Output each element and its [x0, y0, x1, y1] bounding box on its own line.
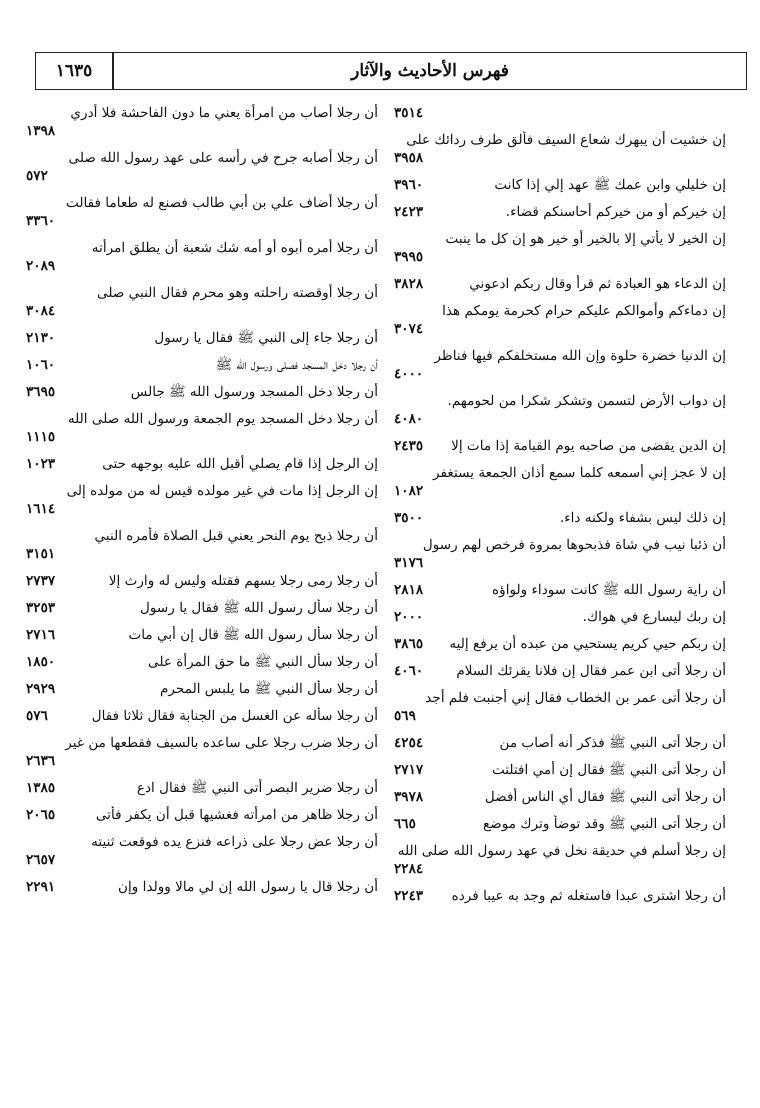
entry-number: ٢٢٤٣ — [394, 888, 424, 904]
index-entry — [26, 806, 378, 824]
entry-number — [394, 707, 726, 725]
entry-text: أن رجلا دخل المسجد يوم الجمعة ورسول الله صلى الله — [67, 411, 378, 427]
entry-text: إن دواب الأرض لتسمن وتشكر شكرا من لحومهم. — [447, 393, 726, 409]
entry-number-value: ٢٦٣٦ — [26, 753, 56, 769]
index-entry — [26, 149, 378, 185]
entry-number: ٣٥٠٠ — [394, 510, 424, 526]
entry-text: إن لا عجز إني أسمعه كلما سمع أذان الجمعة يستغفر — [433, 465, 726, 481]
entry-number — [26, 545, 378, 563]
index-entry — [26, 680, 378, 698]
index-entry — [394, 464, 726, 500]
index-entry — [394, 302, 726, 338]
entry-number-value: ٣٥١٤ — [394, 105, 424, 121]
entry-text: أن رجلا ضرب رجلا على ساعده بالسيف فقطعها من غير — [65, 735, 378, 751]
index-entry — [394, 230, 726, 266]
index-entry — [26, 356, 378, 374]
entry-number-value: ٥٧٢ — [26, 168, 48, 184]
index-entry — [394, 347, 726, 383]
entry-number-value: ٣٣٦٠ — [26, 213, 56, 229]
entry-number: ١٠٦٠ — [26, 357, 56, 373]
entry-number-value: ١١١٥ — [26, 429, 56, 445]
entry-text: إن الدعاء هو العبادة ثم قرأ وقال ربكم ادعوني — [469, 276, 726, 292]
entry-text: إن الرجل إذا مات في غير مولده قيس له من مولده إلى — [66, 483, 378, 499]
entry-text: أن رجلا أتى ابن عمر فقال إن فلانا يقرئك السلام — [456, 663, 726, 679]
entry-number — [394, 554, 726, 572]
index-entry — [394, 635, 726, 653]
entry-text: أن رجلا سأل رسول الله ﷺ قال إن أبي مات — [128, 627, 378, 643]
index-entry — [394, 842, 726, 878]
entry-text: أن راية رسول الله ﷺ كانت سوداء ولواؤه — [492, 582, 726, 598]
index-entry — [26, 626, 378, 644]
entry-text: أن رجلا أوقصته راحلته وهو محرم فقال النبي صلى — [96, 285, 378, 301]
index-entry — [26, 599, 378, 617]
entry-text: أن رجلا اشترى عبدا فاستغله ثم وجد به عيبا فرده — [451, 888, 726, 904]
entry-number-value: ٢٠٨٩ — [26, 258, 56, 274]
entry-text: أن رجلا ضرير البصر أتى النبي ﷺ فقال ادع — [136, 780, 378, 796]
entry-text: إن ربكم حيي كريم يستحيي من عبده أن يرفع إليه — [449, 636, 726, 652]
entry-number: ٤٠٦٠ — [394, 663, 424, 679]
entry-number-value: ٣٩٥٨ — [394, 150, 424, 166]
entry-text: إن الدنيا خضرة حلوة وإن الله مستخلفكم فيها فناظر — [434, 348, 726, 364]
entry-number: ٣٩٦٠ — [394, 177, 424, 193]
entry-number-value: ٣١٧٦ — [394, 555, 424, 571]
entry-number-value: ٣٠٧٤ — [394, 321, 424, 337]
entry-text: إن خيركم أو من خيركم أحاسنكم قضاء. — [505, 204, 726, 220]
index-entry — [26, 455, 378, 473]
entry-number — [26, 851, 378, 869]
entry-number — [26, 122, 378, 140]
index-entry — [394, 761, 726, 779]
entry-number-value: ٣٩٩٥ — [394, 249, 424, 265]
entry-number: ٦٦٥ — [394, 816, 416, 832]
index-entry — [394, 662, 726, 680]
entry-number: ٢٢٩١ — [26, 879, 56, 895]
entry-number: ٣٢٥٣ — [26, 600, 56, 616]
index-entry — [394, 275, 726, 293]
entry-text: أن ذئبا نيب في شاة فذبحوها بمروة فرخص لهم رسول — [422, 537, 726, 553]
entry-number: ٢٠٠٠ — [394, 609, 424, 625]
entry-number — [394, 149, 726, 167]
entry-number-value: ٥٦٩ — [394, 708, 416, 724]
index-entry — [394, 104, 726, 122]
left-column — [26, 104, 378, 905]
entry-number-value: ٣٠٨٤ — [26, 303, 56, 319]
index-entry — [26, 527, 378, 563]
entry-text: أن رجلا أتى عمر بن الخطاب فقال إني أجنبت فلم أجد — [425, 690, 726, 706]
entry-text: أن رجلا أمره أبوه أو أمه شك شعبة أن يطلق امرأته — [91, 240, 378, 256]
index-entry — [394, 203, 726, 221]
entry-text: أن رجلا أتى النبي ﷺ فقال إن أمي افتلتت — [491, 762, 726, 778]
entry-text: أن رجلا دخل المسجد ورسول الله ﷺ جالس — [130, 384, 378, 400]
entry-number — [394, 365, 726, 383]
entry-number: ٢٨١٨ — [394, 582, 424, 598]
entry-text: إن خليلي وابن عمك ﷺ عهد إلي إذا كانت — [494, 177, 726, 193]
entry-text: أن رجلا رمى رجلا بسهم فقتله وليس له وارث إلا — [108, 573, 378, 589]
entry-text: إن الرجل إذا قام يصلي أقبل الله عليه بوجهه حتى — [102, 456, 378, 472]
index-entry — [26, 878, 378, 896]
entry-number-value: ٣١٥١ — [26, 546, 56, 562]
entry-text: إن الدين يقضى من صاحبه يوم القيامة إذا مات إلا — [451, 438, 726, 454]
index-entry — [26, 104, 378, 140]
entry-number: ٣٩٧٨ — [394, 789, 424, 805]
entry-number — [394, 860, 726, 878]
entry-text: أن رجلا عض رجلا على ذراعه فنزع يده فوقعت ثنيته — [91, 834, 378, 850]
entry-number — [394, 410, 726, 428]
entry-number: ٢٤٣٥ — [394, 438, 424, 454]
index-entry — [26, 833, 378, 869]
index-entry — [26, 572, 378, 590]
entry-text: إن ذلك ليس بشفاء ولكنه داء. — [559, 510, 726, 526]
entry-text: أن رجلا سأل رسول الله ﷺ فقال يا رسول — [140, 600, 378, 616]
entry-number — [26, 212, 378, 230]
entry-number: ٣٦٩٥ — [26, 384, 56, 400]
index-entry — [26, 734, 378, 770]
index-entry — [26, 329, 378, 347]
entry-text: أن رجلا دخل المسجد فصلى ورسول الله ﷺ — [215, 357, 378, 373]
entry-number — [26, 257, 378, 275]
entry-text: أن رجلا ظاهر من امرأته فغشيها قبل أن يكفر فأتى — [95, 807, 378, 823]
entry-number-value: ٢٢٨٤ — [394, 861, 424, 877]
index-entry — [26, 239, 378, 275]
index-entry — [394, 887, 726, 905]
page-title: فهرس الأحاديث والآثار — [351, 61, 509, 81]
entry-number: ٢٧١٧ — [394, 762, 424, 778]
entry-number: ٤٢٥٤ — [394, 735, 424, 751]
index-entry — [394, 437, 726, 455]
entry-number — [26, 167, 378, 185]
entry-number-value: ١٠٨٢ — [394, 483, 424, 499]
entry-number: ٢٠٦٥ — [26, 807, 56, 823]
index-entry — [394, 131, 726, 167]
entry-number — [26, 752, 378, 770]
entry-number — [26, 428, 378, 446]
entry-text: أن رجلا سأل النبي ﷺ ما حق المرأة على — [148, 654, 378, 670]
page-number: ١٦٣٥ — [55, 61, 93, 81]
index-entry — [26, 707, 378, 725]
entry-number: ٢١٣٠ — [26, 330, 56, 346]
entry-text: أن رجلا قال يا رسول الله إن لي مالا وولدا وإن — [118, 879, 378, 895]
entry-number: ٢٩٢٩ — [26, 681, 56, 697]
entry-text: أن رجلا ذبح يوم النحر يعني قبل الصلاة فأمره النبي — [94, 528, 378, 544]
entry-text: أن رجلا سأله عن الغسل من الجنابة فقال ثلاثا فقال — [91, 708, 378, 724]
entry-text: أن رجلا أضاف علي بن أبي طالب فصنع له طعاما فقالت — [65, 195, 378, 211]
entry-number: ١٨٥٠ — [26, 654, 56, 670]
index-entry — [394, 392, 726, 428]
entry-number: ٥٧٦ — [26, 708, 48, 724]
page-header — [35, 52, 747, 90]
entry-number: ٢٧١٦ — [26, 627, 56, 643]
entry-number: ٢٤٢٣ — [394, 204, 424, 220]
index-entry — [26, 284, 378, 320]
entry-text: أن رجلا أصابه جرح في رأسه على عهد رسول الله صلى — [68, 150, 378, 166]
entry-number-value: ١٦١٤ — [26, 501, 56, 517]
entry-number — [394, 248, 726, 266]
index-entry — [26, 194, 378, 230]
entry-number-value: ١٣٩٨ — [26, 123, 56, 139]
entry-number-value: ٤٠٨٠ — [394, 411, 424, 427]
entry-number — [394, 482, 726, 500]
entry-number — [26, 500, 378, 518]
entry-text: أن رجلا أتى النبي ﷺ فذكر أنه أصاب من — [499, 735, 726, 751]
index-entry — [394, 815, 726, 833]
index-entry — [394, 509, 726, 527]
entry-text: إن الخير لا يأتي إلا بالخير أو خير هو إن كل ما ينبت — [445, 231, 726, 247]
entry-text: أن رجلا سأل النبي ﷺ ما يلبس المحرم — [160, 681, 378, 697]
entry-number — [394, 104, 726, 122]
index-entry — [26, 779, 378, 797]
index-entry — [394, 788, 726, 806]
index-entry — [26, 383, 378, 401]
entry-text: أن رجلا أصاب من امرأة يعني ما دون الفاحشة فلا أدري — [70, 105, 378, 121]
entry-number: ٢٧٣٧ — [26, 573, 56, 589]
entry-number — [394, 320, 726, 338]
index-entry — [394, 536, 726, 572]
entry-number-value: ٤٠٠٠ — [394, 366, 424, 382]
index-entry — [26, 410, 378, 446]
entry-text: أن رجلا جاء إلى النبي ﷺ فقال يا رسول — [154, 330, 378, 346]
index-entry — [394, 581, 726, 599]
entry-text: إن دماءكم وأموالكم عليكم حرام كحرمة يومكم هذا — [442, 303, 726, 319]
entry-number — [26, 302, 378, 320]
entry-number: ٣٨٢٨ — [394, 276, 424, 292]
entry-text: إن ربك ليسارع في هواك. — [582, 609, 726, 625]
entry-text: إن رجلا أسلم في حديقة نخل في عهد رسول الله صلى الله — [397, 843, 726, 859]
entry-text: أن رجلا أتى النبي ﷺ فقال أي الناس أفضل — [484, 789, 726, 805]
entry-number: ٣٨٦٥ — [394, 636, 424, 652]
right-column — [394, 104, 726, 914]
entry-number-value: ٢٦٥٧ — [26, 852, 56, 868]
entry-number: ١٣٨٥ — [26, 780, 56, 796]
index-entry — [394, 689, 726, 725]
entry-text: أن رجلا أتى النبي ﷺ وقد توضأ وترك موضع — [483, 816, 726, 832]
index-entry — [394, 176, 726, 194]
index-entry — [26, 482, 378, 518]
index-entry — [394, 608, 726, 626]
index-entry — [26, 653, 378, 671]
index-entry — [394, 734, 726, 752]
entry-number: ١٠٢٣ — [26, 456, 56, 472]
entry-text: إن خشيت أن يبهرك شعاع السيف فألق طرف ردائك على — [406, 132, 726, 148]
